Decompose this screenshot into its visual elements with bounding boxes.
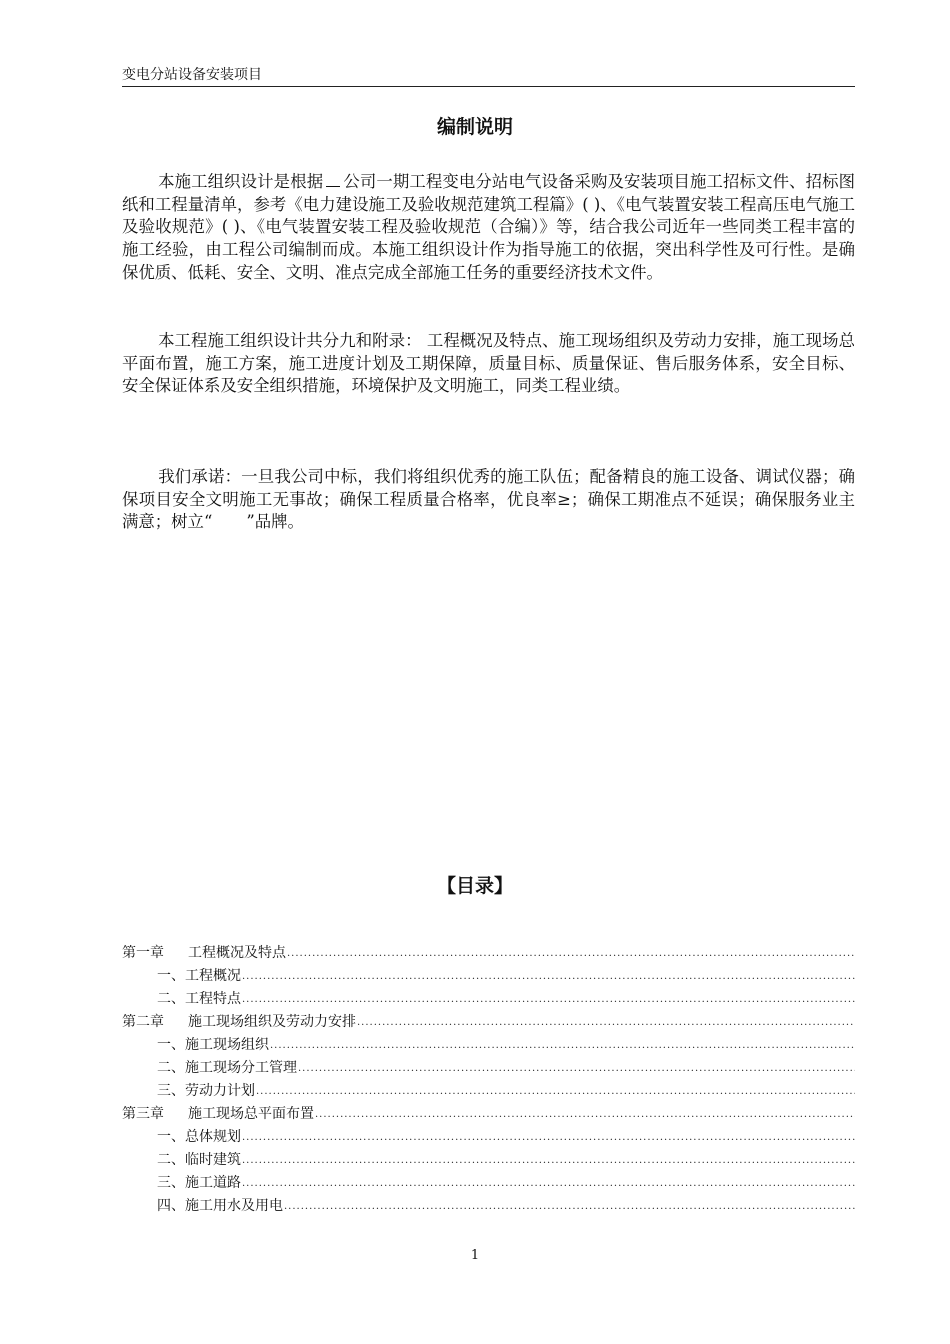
toc-entry-label: 工程概况及特点 <box>188 945 286 961</box>
toc-entry-chapter-1[interactable] <box>122 936 855 962</box>
page-header: 变电分站设备安装项目 <box>122 67 262 83</box>
toc-entry[interactable] <box>122 1192 855 1215</box>
page-number: 1 <box>470 1248 480 1263</box>
toc-entry-label: 一、总体规划 <box>157 1129 241 1145</box>
toc-entry-label: 施工现场总平面布置 <box>188 1106 314 1122</box>
toc-chapter-number: 第二章 <box>122 1014 164 1030</box>
table-of-contents <box>122 936 855 1215</box>
toc-title: 【目录】 <box>436 875 513 897</box>
toc-entry-label: 一、工程概况 <box>157 968 241 984</box>
toc-entry[interactable] <box>122 1054 855 1077</box>
toc-dot-leader <box>270 1040 855 1052</box>
toc-dot-leader <box>242 1132 855 1144</box>
blank-underline <box>326 172 340 187</box>
scope-paragraph <box>122 330 855 398</box>
header-divider <box>122 86 855 87</box>
toc-entry[interactable] <box>122 1169 855 1192</box>
scope-text: 本工程施工组织设计共分九和附录： 工程概况及特点、施工现场组织及劳动力安排，施工现场总平面布置，施工方案，施工进度计划及工期保障，质量目标、质量保证、售后服务体系，安全目标、安全保证体系及安全组织措施，环境保护及文明施工，同类工程业绩。 <box>122 331 855 396</box>
toc-entry-label: 二、施工现场分工管理 <box>157 1060 297 1076</box>
toc-dot-leader <box>284 1201 855 1213</box>
toc-entry-label: 三、施工道路 <box>157 1175 241 1191</box>
toc-dot-leader <box>315 1109 855 1121</box>
toc-chapter-number: 第三章 <box>122 1106 164 1122</box>
commitment-text-end: ”品牌。 <box>246 512 304 532</box>
commitment-paragraph <box>122 466 855 534</box>
toc-entry[interactable] <box>122 1031 855 1054</box>
toc-dot-leader <box>242 971 855 983</box>
toc-entry-label: 二、临时建筑 <box>157 1152 241 1168</box>
toc-entry-label: 三、劳动力计划 <box>157 1083 255 1099</box>
toc-dot-leader <box>242 1155 855 1167</box>
toc-dot-leader <box>357 1017 855 1029</box>
toc-entry-label: 四、施工用水及用电 <box>157 1198 283 1214</box>
intro-text-rest: 公司一期工程变电分站电气设备采购及安装项目施工招标文件、招标图纸和工程量清单，参考《电力建设施工及验收规范建筑工程篇》( )、《电气装置安装工程高压电气施工及验收规范》( )、《电气装置安装工程及验收规范（合编）》等，结合我公司近年一些同类工程丰富的施工经验，由工程公司编制而成。本施工组织设计作为指导施工的依据，突出科学性及可行性。是确保优质、低耗、安全、文明、准点完成全部施工任务的重要经济技术文件。 <box>122 172 856 282</box>
toc-entry[interactable] <box>122 1077 855 1100</box>
intro-text-start: 本施工组织设计是根据 <box>158 172 324 191</box>
toc-dot-leader <box>298 1063 855 1075</box>
toc-entry[interactable] <box>122 985 855 1008</box>
toc-entry-chapter-2[interactable] <box>122 1008 855 1031</box>
toc-dot-leader <box>256 1086 855 1098</box>
toc-entry[interactable] <box>122 962 855 985</box>
toc-entry-label: 施工现场组织及劳动力安排 <box>188 1014 356 1030</box>
toc-entry[interactable] <box>122 1123 855 1146</box>
toc-chapter-number: 第一章 <box>122 945 164 961</box>
toc-entry-chapter-3[interactable] <box>122 1100 855 1123</box>
toc-dot-leader <box>287 948 855 960</box>
toc-entry[interactable] <box>122 1146 855 1169</box>
toc-dot-leader <box>242 1178 855 1190</box>
commitment-text-start: 我们承诺：一旦我公司中标，我们将组织优秀的施工队伍；配备精良的施工设备、调试仪器；确保项目安全文明施工无事故；确保工程质量合格率，优良率≥；确保工期准点不延误；确保服务业主满意；树立“ <box>122 467 855 532</box>
toc-entry-label: 一、施工现场组织 <box>157 1037 269 1053</box>
document-title: 编制说明 <box>436 116 513 138</box>
intro-paragraph <box>122 171 855 285</box>
toc-entry-label: 二、工程特点 <box>157 991 241 1007</box>
toc-dot-leader <box>242 994 855 1006</box>
